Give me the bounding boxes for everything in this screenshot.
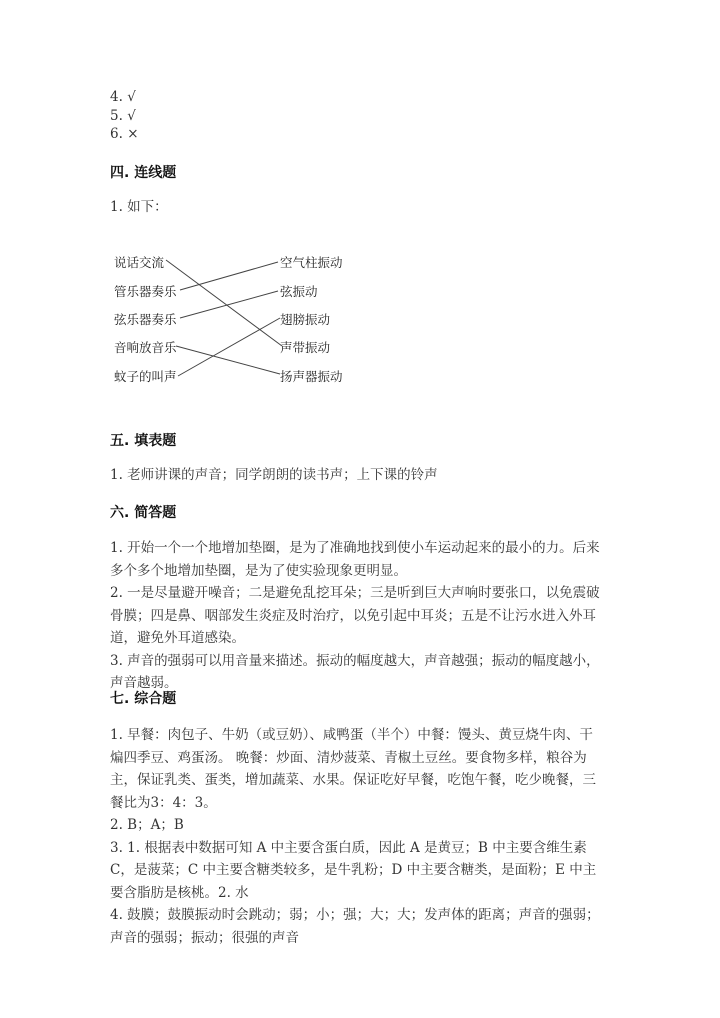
section-7-q1: 1. 早餐：肉包子、牛奶（或豆奶）、咸鸭蛋（半个）中餐：馒头、黄豆烧牛肉、干煸四季豆、鸡蛋汤。 晚餐：炒面、清炒菠菜、青椒土豆丝。要食物多样，粮谷为主，保证乳类、蛋类，增加蔬菜、水果。保证吃好早餐，吃饱午餐，吃少晚餐，三餐比为3：4：3。 [110,727,596,811]
judgement-answers [110,88,139,144]
left-item: 蚊子的叫声 [114,369,177,384]
right-item: 翅膀振动 [280,312,331,327]
answer-num: 6. [110,126,123,142]
left-item: 管乐器奏乐 [114,284,177,299]
matching-diagram [110,250,370,390]
section-6-title: 六. 简答题 [110,505,177,521]
answer-4 [110,88,139,107]
left-item: 说话交流 [114,255,165,270]
answer-num: 4. [110,89,123,105]
section-6-q1: 1. 开始一个一个地增加垫圈，是为了准确地找到使小车运动起来的最小的力。后来多个多个地增加垫圈，是为了使实验现象更明显。 [110,540,600,579]
right-item: 扬声器振动 [280,369,343,384]
cross-mark-icon: × [127,126,139,142]
section-6-q3: 3. 声音的强弱可以用音量来描述。振动的幅度越大，声音越强；振动的幅度越小，声音越弱。 [110,652,600,691]
section-4-title: 四. 连线题 [110,165,177,181]
section-4-q1: 1. 如下： [110,199,168,215]
section-7-q4: 4. 鼓膜；鼓膜振动时会跳动；弱；小；强；大；大；发声体的距离；声音的强弱；声音的强弱；振动；很强的声音 [110,907,600,946]
section-5-title: 五. 填表题 [110,433,177,449]
left-item: 音响放音乐 [114,340,177,355]
right-item: 空气柱振动 [280,255,343,270]
section-7-answers [110,724,604,949]
check-mark-icon: √ [127,107,136,124]
section-5-q1: 1. 老师讲课的声音；同学朗朗的读书声；上下课的铃声 [110,467,438,483]
answer-num: 5. [110,107,123,124]
right-item: 声带振动 [280,340,331,355]
left-item: 弦乐器奏乐 [114,312,177,327]
check-mark-icon: √ [127,89,136,105]
section-7-q3: 3. 1. 根据表中数据可知 A 中主要含蛋白质，因此 A 是黄豆；B 中主要含维生素 C，是菠菜；C 中主要含糖类较多，是牛乳粉；D 中主要含糖类，是面粉；E 中主要含脂肪是核桃。2. 水 [110,839,597,901]
right-item: 弦振动 [280,284,318,299]
section-7-q2: 2. B；A；B [110,817,184,833]
section-6-q2: 2. 一是尽量避开噪音；二是避免乱挖耳朵；三是听到巨大声响时要张口，以免震破骨膜；四是鼻、咽部发生炎症及时治疗，以免引起中耳炎；五是不让污水进入外耳道，避免外耳道感染。 [110,585,600,646]
answer-5 [110,107,139,126]
section-7-title: 七. 综合题 [110,691,177,707]
answer-6 [110,125,139,144]
section-6-answers [110,537,604,695]
